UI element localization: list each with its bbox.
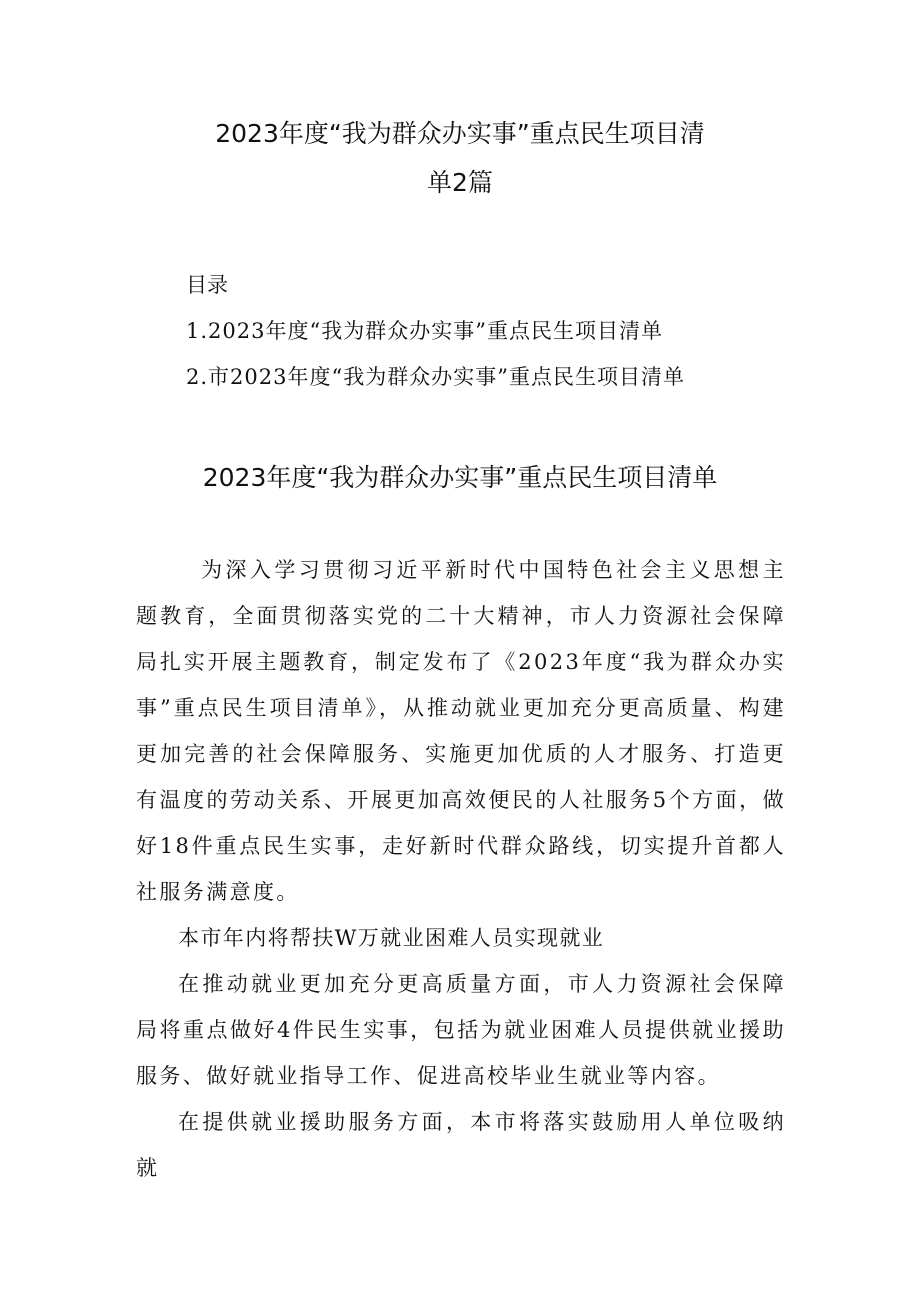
paragraph-assistance: 在提供就业援助服务方面，本市将落实鼓励用人单位吸纳就 [136,1110,786,1180]
paragraph-employment: 在推动就业更加充分更高质量方面，市人力资源社会保障局将重点做好4件民生实事，包括为就业困难人员提供就业援助服务、做好就业指导工作、促进高校毕业生就业等内容。 [136,972,786,1088]
document-title-line1: 2023年度“我为群众办实事”重点民生项目清 [215,119,705,148]
table-of-contents [186,262,685,400]
paragraph-intro: 为深入学习贯彻习近平新时代中国特色社会主义思想主题教育，全面贯彻落实党的二十大精神，市人力资源社会保障局扎实开展主题教育，制定发布了《2023年度“我为群众办实事”重点民生项目清单》，从推动就业更加充分更高质量、构建更加完善的社会保障服务、实施更加优质的人才服务、打造更有温度的劳动关系、开展更加高效便民的人社服务5个方面，做好18件重点民生实事，走好新时代群众路线，切实提升首都人社服务满意度。 [136,558,786,904]
toc-heading: 目录 [186,273,228,297]
toc-item-1[interactable]: 1.2023年度“我为群众办实事”重点民生项目清单 [186,319,663,343]
toc-item-2[interactable]: 2.市2023年度“我为群众办实事”重点民生项目清单 [186,365,685,389]
document-body [136,547,786,1191]
paragraph-subheading: 本市年内将帮扶W万就业困难人员实现就业 [178,926,605,950]
document-title-line2: 单2篇 [427,168,493,197]
section-title: 2023年度“我为群众办实事”重点民生项目清单 [202,463,718,492]
